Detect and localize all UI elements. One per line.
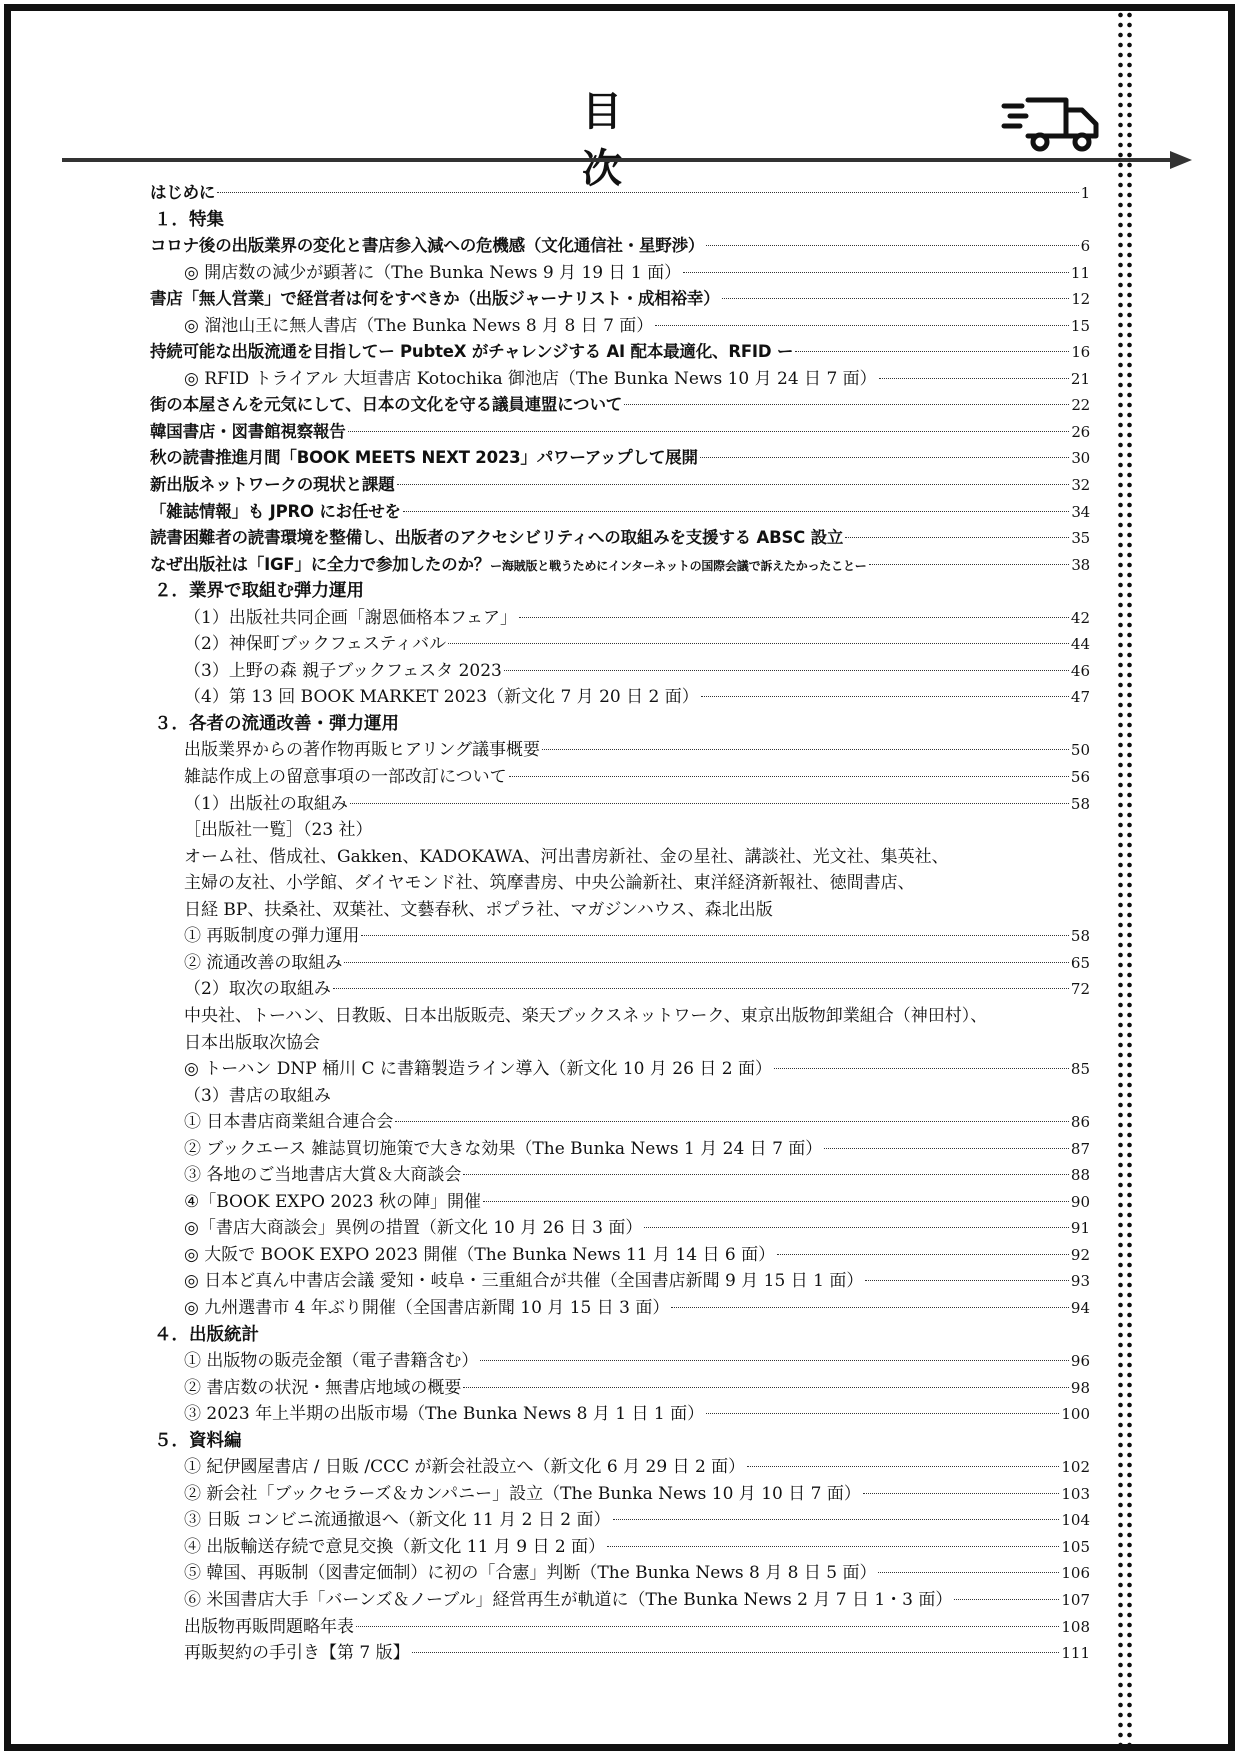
toc-entry-title: はじめに (150, 183, 216, 202)
dot-leader (350, 803, 1069, 804)
dot-leader (795, 351, 1069, 352)
page-number: 100 (1061, 1405, 1090, 1424)
toc-entry-title: 書店「無人営業」で経営者は何をすべきか（出版ジャーナリスト・成相裕幸） (150, 289, 720, 309)
dot-leader (519, 617, 1069, 618)
toc-entry-title: ４．出版統計 (154, 1324, 259, 1345)
toc-entry-title: ２．業界で取組む弾力運用 (154, 581, 364, 602)
toc-entry-title: ◎ トーハン DNP 桶川 C に書籍製造ライン導入（新文化 10 月 26 日 2 面） (184, 1059, 772, 1080)
page-number: 104 (1061, 1511, 1090, 1530)
toc-entry-title: （1）出版社の取組み (184, 793, 348, 814)
dot-leader (412, 1652, 1060, 1653)
toc-entry-title: 読書困難者の読書環境を整備し、出版者のアクセシビリティへの取組みを支援する ABSC 設立 (150, 528, 844, 548)
page-number: 93 (1070, 1272, 1090, 1291)
toc-entry-title: 「雑誌情報」も JPRO にお任せを (150, 501, 401, 521)
toc-entry-title: オーム社、偕成社、Gakken、KADOKAWA、河出書房新社、金の星社、講談社、光文社、集英社、 (184, 846, 949, 867)
dot-leader (845, 537, 1069, 538)
page-number: 96 (1070, 1352, 1090, 1371)
toc-entry (150, 233, 1090, 260)
toc-entry-subtitle: ー海賊版と戦うためにインターネットの国際会議で訴えたかったことー (490, 558, 867, 573)
page-number: 65 (1070, 953, 1090, 972)
toc-entry-title: ◎ 大阪で BOOK EXPO 2023 開催（The Bunka News 11 月 14 日 6 面） (184, 1244, 776, 1265)
dot-leader (777, 1254, 1069, 1255)
dotted-margin-line (1118, 10, 1123, 1744)
section-heading (150, 207, 1090, 234)
toc-entry-title: ［出版社一覧］（23 社） (184, 820, 373, 841)
toc-entry (150, 605, 1090, 632)
page-number: 72 (1070, 980, 1090, 999)
page-number: 32 (1071, 476, 1090, 495)
toc-entry (150, 1189, 1090, 1216)
page-number: 35 (1071, 529, 1090, 548)
dotted-margin-line (1127, 10, 1132, 1744)
toc-entry-title: 街の本屋さんを元気にして、日本の文化を守る議員連盟について (150, 395, 623, 415)
dot-leader (671, 1307, 1069, 1308)
toc-entry (150, 419, 1090, 446)
toc-entry (150, 392, 1090, 419)
toc-entry (150, 525, 1090, 552)
page-number: 90 (1070, 1192, 1090, 1211)
toc-entry (150, 791, 1090, 818)
dot-leader (448, 643, 1069, 644)
page-number: 86 (1070, 1113, 1090, 1132)
toc-entry-title: 出版物再販問題略年表 (184, 1616, 354, 1637)
toc-entry-title: ◎ RFID トライアル 大垣書店 Kotochika 御池店（The Bunka News 10 月 24 日 7 面） (184, 368, 877, 389)
page-number: 58 (1070, 794, 1090, 813)
toc-entry-title: 主婦の友社、小学館、ダイヤモンド社、筑摩書房、中央公論新社、東洋経済新報社、徳間書店、 (184, 873, 915, 894)
toc-entry (150, 897, 1090, 924)
toc-entry (150, 844, 1090, 871)
dot-leader (509, 776, 1069, 777)
toc-entry (150, 552, 1090, 579)
dot-leader (863, 1493, 1059, 1494)
arrow-right-icon (62, 150, 1194, 170)
toc-entry (150, 1481, 1090, 1508)
page-number: 108 (1061, 1617, 1090, 1636)
toc-entry-title: 雑誌作成上の留意事項の一部改訂について (184, 767, 507, 788)
toc-entry-title: （2）神保町ブックフェスティバル (184, 634, 447, 655)
toc-entry (150, 1083, 1090, 1110)
toc-entry (150, 1030, 1090, 1057)
page-number: 88 (1070, 1166, 1090, 1185)
toc-entry-title: ③ 2023 年上半期の出版市場（The Bunka News 8 月 1 日 1 面） (184, 1404, 705, 1425)
toc-entry (150, 950, 1090, 977)
toc-entry (150, 339, 1090, 366)
toc-entry-title: ⑥ 米国書店大手「バーンズ＆ノーブル」経営再生が軌道に（The Bunka News 2 月 7 日 1・3 面） (184, 1589, 953, 1610)
toc-entry-title: ３．各者の流通改善・弾力運用 (154, 713, 399, 734)
toc-entry (150, 445, 1090, 472)
toc-entry (150, 180, 1090, 207)
toc-entry-title: ② 新会社「ブックセラーズ＆カンパニー」設立（The Bunka News 10 月 10 日 7 面） (184, 1483, 861, 1504)
toc-entry-title: ① 出版物の販売金額（電子書籍含む） (184, 1351, 479, 1372)
dot-leader (607, 1546, 1059, 1547)
toc-entry-title: 新出版ネットワークの現状と課題 (150, 475, 395, 495)
toc-entry (150, 1614, 1090, 1641)
truck-icon (1000, 92, 1110, 154)
toc-entry-title: ◎ 九州選書市 4 年ぶり開催（全国書店新聞 10 月 15 日 3 面） (184, 1297, 670, 1318)
dot-leader (878, 1572, 1059, 1573)
page-number: 26 (1071, 422, 1090, 441)
toc-entry-title: 再販契約の手引き【第 7 版】 (184, 1643, 410, 1664)
dot-leader (403, 511, 1069, 512)
toc-entry (150, 366, 1090, 393)
dot-leader (683, 272, 1069, 273)
page-number: 30 (1071, 449, 1090, 468)
toc-entry-title: ◎「書店大商談会」異例の措置（新文化 10 月 26 日 3 面） (184, 1218, 643, 1239)
page-title: 目 次 (582, 89, 734, 192)
toc-entry (150, 764, 1090, 791)
dot-leader (701, 696, 1069, 697)
toc-entry-title: ① 紀伊國屋書店 / 日販 /CCC が新会社設立へ（新文化 6 月 29 日 2 面） (184, 1457, 746, 1478)
toc-entry-title: （4）第 13 回 BOOK MARKET 2023（新文化 7 月 20 日 2 面） (184, 687, 699, 708)
toc-entry-title: 日本出版取次協会 (184, 1032, 320, 1053)
dot-leader (644, 1227, 1069, 1228)
toc-entry-title: ① 再販制度の弾力運用 (184, 926, 360, 947)
dot-leader (333, 988, 1069, 989)
page-number: 94 (1070, 1298, 1090, 1317)
toc-entry-title: 持続可能な出版流通を目指してー PubteX がチャレンジする AI 配本最適化、RFID ー (150, 342, 794, 362)
dot-leader (463, 1174, 1069, 1175)
page-number: 46 (1070, 661, 1090, 680)
toc-entry (150, 1109, 1090, 1136)
toc-entry (150, 1534, 1090, 1561)
toc-entry (150, 870, 1090, 897)
toc-entry-title: 日経 BP、扶桑社、双葉社、文藝春秋、ポプラ社、マガジンハウス、森北出版 (184, 899, 773, 920)
dot-leader (865, 1280, 1069, 1281)
toc-entry (150, 923, 1090, 950)
dot-leader (483, 1201, 1069, 1202)
page-number: 16 (1071, 343, 1090, 362)
section-heading (150, 1322, 1090, 1349)
toc-entry (150, 1003, 1090, 1030)
toc-entry-title: 秋の読書推進月間「BOOK MEETS NEXT 2023」パワーアップして展開 (150, 448, 698, 468)
dot-leader (463, 1387, 1069, 1388)
page-number: 102 (1061, 1458, 1090, 1477)
toc-entry-title: ５．資料編 (154, 1430, 242, 1451)
toc-entry-title: 出版業界からの著作物再販ヒアリング議事概要 (184, 740, 540, 761)
toc-entry (150, 313, 1090, 340)
dot-leader (344, 962, 1069, 963)
toc-entry-title: ① 日本書店商業組合連合会 (184, 1112, 394, 1133)
toc-entry-title: 韓国書店・図書館視察報告 (150, 421, 346, 441)
page-number: 42 (1070, 608, 1090, 627)
dot-leader (624, 404, 1069, 405)
dot-leader (217, 192, 1078, 193)
toc-entry (150, 658, 1090, 685)
dot-leader (774, 1068, 1069, 1069)
dot-leader (869, 564, 1070, 565)
page-number: 87 (1070, 1139, 1090, 1158)
toc-entry (150, 737, 1090, 764)
page-number: 106 (1061, 1564, 1090, 1583)
page-number: 6 (1080, 237, 1090, 256)
toc-entry-title: なぜ出版社は「IGF」に全力で参加したのか？ (150, 554, 491, 574)
section-heading (150, 1428, 1090, 1455)
dot-leader (954, 1599, 1059, 1600)
toc-entry (150, 1295, 1090, 1322)
toc-entry (150, 1560, 1090, 1587)
page-number: 103 (1061, 1484, 1090, 1503)
dot-leader (395, 1121, 1069, 1122)
dot-leader (613, 1519, 1060, 1520)
toc-entry-title: （2）取次の取組み (184, 979, 331, 1000)
toc-entry-title: ◎ 溜池山王に無人書店（The Bunka News 8 月 8 日 7 面） (184, 315, 654, 336)
toc-entry (150, 499, 1090, 526)
page-number: 56 (1070, 768, 1090, 787)
toc-entry-title: コロナ後の出版業界の変化と書店参入減への危機感（文化通信社・星野渉） (150, 236, 705, 256)
toc-entry-title: ② 流通改善の取組み (184, 952, 343, 973)
dot-leader (361, 935, 1069, 936)
toc-entry (150, 1454, 1090, 1481)
dot-leader (700, 457, 1070, 458)
dot-leader (480, 1360, 1069, 1361)
toc-entry-title: ④ 出版輸送存続で意見交換（新文化 11 月 9 日 2 面） (184, 1536, 606, 1557)
toc-entry (150, 1215, 1090, 1242)
toc-entry-title: ③ 各地のご当地書店大賞＆大商談会 (184, 1165, 462, 1186)
dot-leader (504, 670, 1069, 671)
page-number: 1 (1080, 184, 1090, 202)
toc-entry (150, 1162, 1090, 1189)
toc-entry-title: １．特集 (154, 209, 224, 230)
table-of-contents (150, 180, 1090, 1667)
page-number: 11 (1070, 263, 1090, 282)
toc-entry-title: ◎ 日本ど真ん中書店会議 愛知・岐阜・三重組合が共催（全国書店新聞 9 月 15 日 1 面） (184, 1271, 864, 1292)
toc-entry (150, 1268, 1090, 1295)
toc-entry-title: ⑤ 韓国、再販制（図書定価制）に初の「合憲」判断（The Bunka News 8 月 8 日 5 面） (184, 1563, 877, 1584)
toc-entry (150, 472, 1090, 499)
page-number: 92 (1070, 1245, 1090, 1264)
toc-entry (150, 1507, 1090, 1534)
toc-entry-title: （1）出版社共同企画「謝恩価格本フェア」 (184, 607, 517, 628)
dot-leader (542, 749, 1069, 750)
page-number: 58 (1070, 927, 1090, 946)
toc-entry (150, 976, 1090, 1003)
page-number: 85 (1070, 1060, 1090, 1079)
toc-entry-title: 中央社、トーハン、日教販、日本出版販売、楽天ブックスネットワーク、東京出版物卸業組合（神田村）、 (184, 1005, 988, 1026)
page-number: 21 (1070, 369, 1090, 388)
dot-leader (706, 1413, 1059, 1414)
toc-entry-title: ② 書店数の状況・無書店地域の概要 (184, 1377, 462, 1398)
toc-entry-title: ② ブックエース 雑誌買切施策で大きな効果（The Bunka News 1 月 24 日 7 面） (184, 1138, 823, 1159)
page-number: 15 (1070, 316, 1090, 335)
page-number: 44 (1070, 635, 1090, 654)
toc-entry (150, 1136, 1090, 1163)
page-number: 12 (1071, 290, 1090, 309)
page-number: 91 (1070, 1219, 1090, 1238)
dot-leader (348, 431, 1070, 432)
toc-entry (150, 1375, 1090, 1402)
toc-entry (150, 817, 1090, 844)
section-heading (150, 578, 1090, 605)
toc-entry-title: （3）上野の森 親子ブックフェスタ 2023 (184, 660, 502, 681)
page-number: 105 (1061, 1537, 1090, 1556)
page-number: 50 (1070, 741, 1090, 760)
toc-entry-title: ◎ 開店数の減少が顕著に（The Bunka News 9 月 19 日 1 面） (184, 262, 682, 283)
toc-entry (150, 286, 1090, 313)
toc-entry-title: （3）書店の取組み (184, 1085, 331, 1106)
dot-leader (879, 378, 1069, 379)
dot-leader (706, 245, 1078, 246)
page-number: 38 (1071, 555, 1090, 574)
toc-entry (150, 260, 1090, 287)
page-number: 34 (1071, 502, 1090, 521)
page-number: 98 (1070, 1378, 1090, 1397)
section-heading (150, 711, 1090, 738)
dot-leader (824, 1148, 1069, 1149)
dot-leader (397, 484, 1070, 485)
toc-entry (150, 1401, 1090, 1428)
page-number: 111 (1061, 1644, 1090, 1663)
toc-entry (150, 1348, 1090, 1375)
page-number: 22 (1071, 396, 1090, 415)
toc-entry (150, 631, 1090, 658)
dot-leader (356, 1626, 1059, 1627)
toc-entry (150, 1640, 1090, 1667)
toc-entry-title: ③ 日販 コンビニ流通撤退へ（新文化 11 月 2 日 2 面） (184, 1510, 611, 1531)
toc-entry (150, 1242, 1090, 1269)
toc-entry (150, 684, 1090, 711)
dot-leader (747, 1466, 1059, 1467)
page-number: 47 (1070, 688, 1090, 707)
dot-leader (655, 325, 1069, 326)
dot-leader (722, 298, 1070, 299)
toc-entry (150, 1587, 1090, 1614)
toc-entry-title: ④「BOOK EXPO 2023 秋の陣」開催 (184, 1191, 481, 1212)
page-number: 107 (1061, 1590, 1090, 1609)
toc-entry (150, 1056, 1090, 1083)
